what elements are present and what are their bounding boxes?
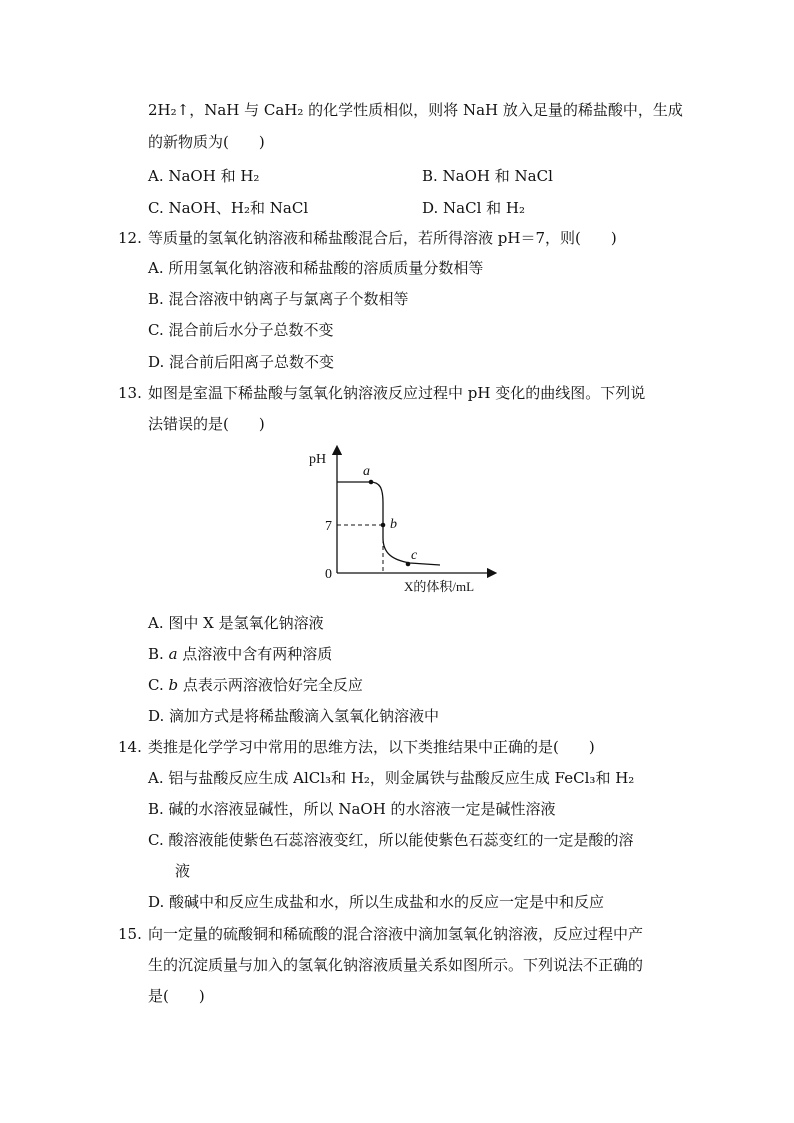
y-tick-7: 7	[325, 519, 332, 534]
q15-stem-line1: 向一定量的硫酸铜和稀硫酸的混合溶液中滴加氢氧化钠溶液，反应过程中产	[148, 925, 644, 943]
q15-stem-line3: 是( )	[148, 987, 205, 1005]
q11-cont-line1: 2H₂↑，NaH 与 CaH₂ 的化学性质相似，则将 NaH 放入足量的稀盐酸中，生成	[148, 101, 683, 119]
point-c	[406, 562, 411, 567]
point-b	[381, 523, 386, 528]
q13-option-c-letter: C. b	[148, 676, 179, 694]
q13-stem-line1: 如图是室温下稀盐酸与氢氧化钠溶液反应过程中 pH 变化的曲线图。下列说	[148, 384, 646, 402]
q14-number: 14.	[118, 738, 142, 756]
q13-option-c	[148, 675, 363, 695]
q11-option-b: B. NaOH 和 NaCl	[422, 167, 553, 185]
q15-stem-line2: 生的沉淀质量与加入的氢氧化钠溶液质量关系如图所示。下列说法不正确的	[148, 956, 644, 974]
q13-option-d: D. 滴加方式是将稀盐酸滴入氢氧化钠溶液中	[148, 707, 440, 725]
q11-option-c: C. NaOH、H₂和 NaCl	[148, 199, 309, 217]
q12-option-d: D. 混合前后阳离子总数不变	[148, 353, 335, 371]
q14-stem: 类推是化学学习中常用的思维方法，以下类推结果中正确的是( )	[148, 738, 595, 756]
q14-option-a: A. 铝与盐酸反应生成 AlCl₃和 H₂，则金属铁与盐酸反应生成 FeCl₃和 H₂	[148, 769, 635, 787]
ph-curve	[337, 482, 440, 565]
q13-option-b-letter: B. a	[148, 645, 178, 663]
q12-stem: 等质量的氢氧化钠溶液和稀盐酸混合后，若所得溶液 pH＝7，则( )	[148, 229, 617, 247]
point-a-label: a	[363, 464, 370, 479]
point-a	[369, 480, 374, 485]
y-tick-0: 0	[325, 567, 332, 582]
ph-curve-chart	[300, 448, 500, 598]
q14-option-d: D. 酸碱中和反应生成盐和水，所以生成盐和水的反应一定是中和反应	[148, 893, 605, 911]
q13-number: 13.	[118, 384, 142, 402]
ph-curve-svg	[300, 448, 500, 598]
q13-option-b	[148, 644, 332, 664]
q15-number: 15.	[118, 925, 142, 943]
q13-option-c-text: 点表示两溶液恰好完全反应	[178, 676, 363, 694]
x-axis-label: X的体积/mL	[404, 579, 475, 594]
q12-number: 12.	[118, 229, 142, 247]
q11-option-a: A. NaOH 和 H₂	[148, 167, 260, 185]
point-b-label: b	[390, 517, 397, 532]
q12-option-c: C. 混合前后水分子总数不变	[148, 321, 334, 339]
q14-option-c-line2: 液	[175, 862, 191, 880]
point-c-label: c	[411, 548, 418, 563]
q13-option-b-text: 点溶液中含有两种溶质	[177, 645, 333, 663]
q12-option-b: B. 混合溶液中钠离子与氯离子个数相等	[148, 290, 409, 308]
q14-option-b: B. 碱的水溶液显碱性，所以 NaOH 的水溶液一定是碱性溶液	[148, 800, 556, 818]
q11-option-d: D. NaCl 和 H₂	[422, 199, 526, 217]
q13-stem-line2: 法错误的是( )	[148, 415, 265, 433]
q12-option-a: A. 所用氢氧化钠溶液和稀盐酸的溶质质量分数相等	[148, 259, 484, 277]
q14-option-c-line1: C. 酸溶液能使紫色石蕊溶液变红，所以能使紫色石蕊变红的一定是酸的溶	[148, 831, 634, 849]
q11-cont-line2: 的新物质为( )	[148, 133, 265, 151]
q13-option-a: A. 图中 X 是氢氧化钠溶液	[148, 614, 324, 632]
y-axis-label: pH	[309, 452, 327, 467]
